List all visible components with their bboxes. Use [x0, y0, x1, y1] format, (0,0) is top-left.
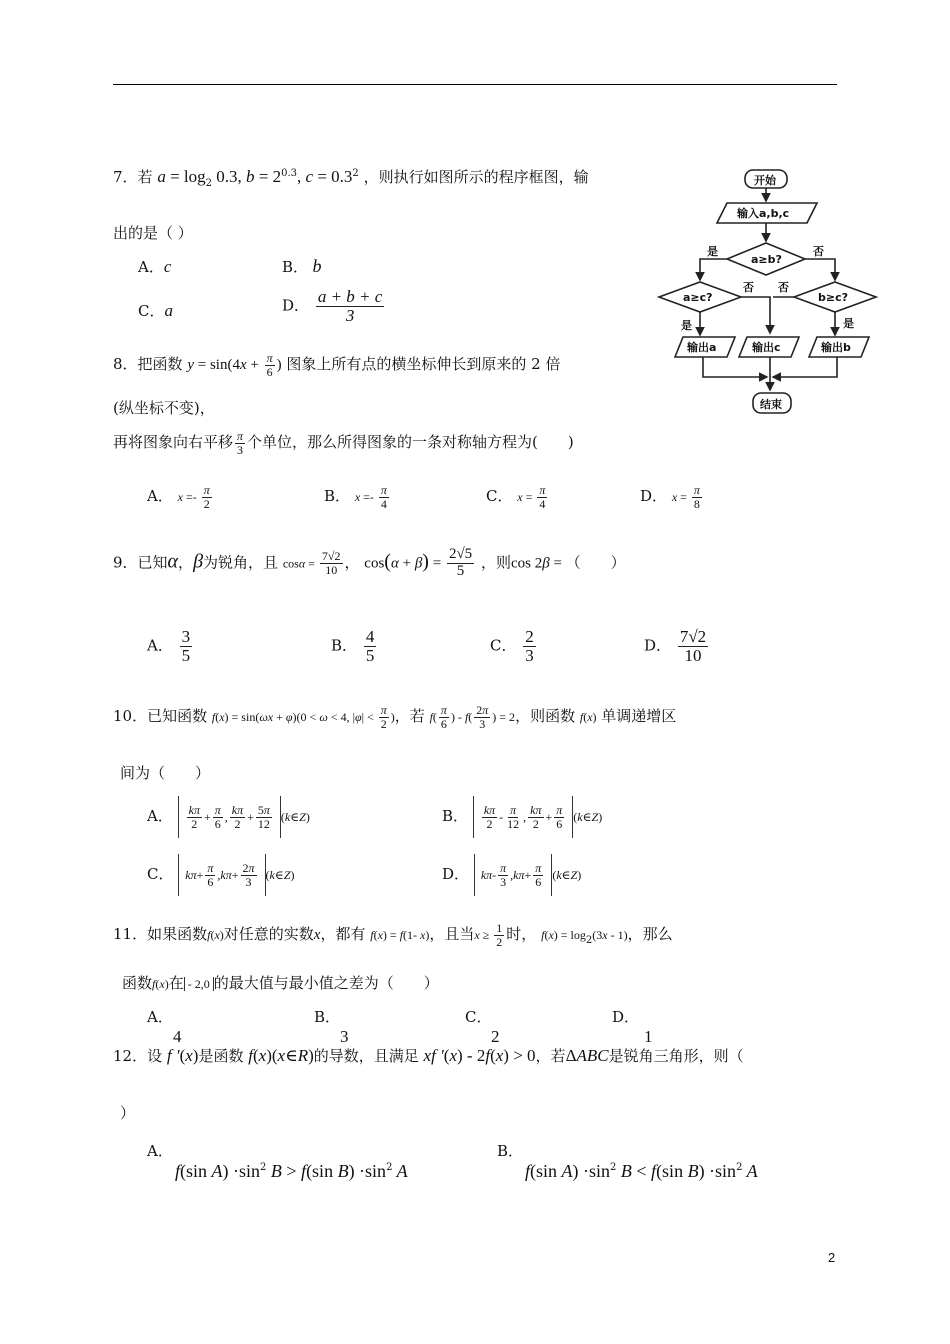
- q11-stem: 11．如果函数f(x)对任意的实数x，都有 f(x) = f(1- x)，且当x ≥ $\frac{1}{2}$ 时， $f(x) = \log_2(3x - 1)$，那么: [113, 921, 673, 949]
- q8-line2: (纵坐标不变)，: [113, 399, 215, 417]
- q10-option-d: D． kπ- $\frac{\pi}{3}$ ,kπ+ $\frac{\pi}{6}$ (k∈Z): [442, 854, 581, 896]
- q7-stem: 7．若 $a = \log_2 0.3$, $b = 2^{0.3}$, $c = 0.3^2$ ，则执行如图所示的程序框图，输: [113, 167, 589, 189]
- q11-line2: 函数f(x)在 - 2,0 的最大值与最小值之差为（ ）: [122, 974, 439, 992]
- q8-option-c: C． x = $\frac{\pi}{4}$: [486, 483, 546, 511]
- flow-no-label-1: 否: [813, 245, 824, 258]
- q12-stem: 12．设 f ′(x)是函数 f(x)(x∈R)的导数，且满足 xf ′(x) - 2f(x) > 0，若ΔABC是锐角三角形，则（: [113, 1046, 744, 1065]
- q8-stem: 8．把函数 y = sin(4x + $\frac{\pi}{6}$ ) 图象上所有点的横坐标伸长到原来的 2 倍: [113, 351, 561, 379]
- flow-cond2-label: a≥c?: [683, 291, 713, 304]
- flow-yes-label-2: 是: [681, 319, 692, 332]
- q9-option-a: A． $\frac{3}{5}$: [147, 627, 191, 665]
- q12-option-a: A． f(sin $A) \cdot\sin^2$ B > f(sin $B) \cdot\sin^2$ A: [147, 1142, 408, 1181]
- q10-option-a: A． $\frac{k\pi}{2}$ + $\frac{\pi}{6}$ , $\frac{k\pi}{2}$ + $\frac{5\pi}{12}$ (k∈Z): [147, 796, 310, 838]
- flow-yes-label-1: 是: [707, 245, 718, 258]
- program-flowchart: [655, 165, 885, 430]
- q11-option-a: A． 4: [147, 1008, 182, 1046]
- q12-option-b: B． f(sin $A) \cdot\sin^2$ B < f(sin $B) \cdot\sin^2$ A: [497, 1142, 758, 1181]
- page-number: 2: [828, 1250, 836, 1265]
- q11-option-d: D． 1: [612, 1008, 653, 1046]
- q8-option-d: D． x = $\frac{\pi}{8}$: [640, 483, 700, 511]
- q7-stem-line2: 出的是（ ）: [113, 224, 193, 242]
- flow-start-label: 开始: [754, 174, 776, 187]
- header-rule: [113, 84, 837, 85]
- q9-option-b: B． $\frac{4}{5}$: [331, 627, 375, 665]
- flow-output-a-label: 输出a: [687, 341, 717, 354]
- q10-stem: 10．已知函数 f(x) = sin(ωx + φ)(0 < ω < 4, |φ| < $\frac{\pi}{2}$ )，若 f( $\frac{\pi}{6}$ ) - f( $\frac{2\pi}{3}$ ) = 2，则函数 f(x) 单调递增区: [113, 703, 677, 731]
- q11-option-c: C． 2: [465, 1008, 500, 1046]
- q12-line2: ）: [120, 1104, 136, 1122]
- q9-stem: 9．已知α，β为锐角，且 cosα = $\frac{7√2}{10}$ ， cos(α + β) = $\frac{2√5}{5}$ ，则cos 2β = （ ）: [113, 546, 626, 579]
- q10-option-b: B． $\frac{k\pi}{2}$ - $\frac{\pi}{12}$ , $\frac{k\pi}{2}$ + $\frac{\pi}{6}$ (k∈Z): [442, 796, 602, 838]
- q9-option-c: C． $\frac{2}{3}$: [490, 627, 534, 665]
- flow-cond1-label: a≥b?: [751, 253, 782, 266]
- flow-yes-label-3: 是: [843, 317, 854, 330]
- flow-cond3-label: b≥c?: [818, 291, 848, 304]
- q8-line3: 再将图象向右平移 $\frac{\pi}{3}$ 个单位，那么所得图象的一条对称轴方程为( ): [113, 429, 574, 457]
- q10-line2: 间为（ ）: [120, 764, 211, 782]
- q7-option-c: C．a: [138, 301, 173, 320]
- flow-end-label: 结束: [760, 398, 782, 411]
- flow-input-label: 输入a,b,c: [737, 207, 790, 220]
- flow-no-label-3: 否: [778, 281, 789, 294]
- q11-option-b: B． 3: [314, 1008, 349, 1046]
- q10-option-c: C． kπ+ $\frac{\pi}{6}$ ,kπ+ $\frac{2\pi}{3}$ (k∈Z): [147, 854, 294, 896]
- q9-option-d: D． $\frac{7√2}{10}$: [644, 627, 707, 665]
- q7-option-a: A．c: [138, 257, 172, 276]
- q7-option-b: B． b: [282, 256, 322, 276]
- q7-option-d: D． $\frac{a + b + c}{3}$: [282, 287, 383, 325]
- flow-output-b-label: 输出b: [821, 341, 851, 354]
- flow-no-label-2: 否: [743, 281, 754, 294]
- q8-option-a: A． x =- $\frac{\pi}{2}$: [147, 483, 210, 511]
- q8-option-b: B． x =- $\frac{\pi}{4}$: [324, 483, 387, 511]
- flow-output-c-label: 输出c: [752, 341, 781, 354]
